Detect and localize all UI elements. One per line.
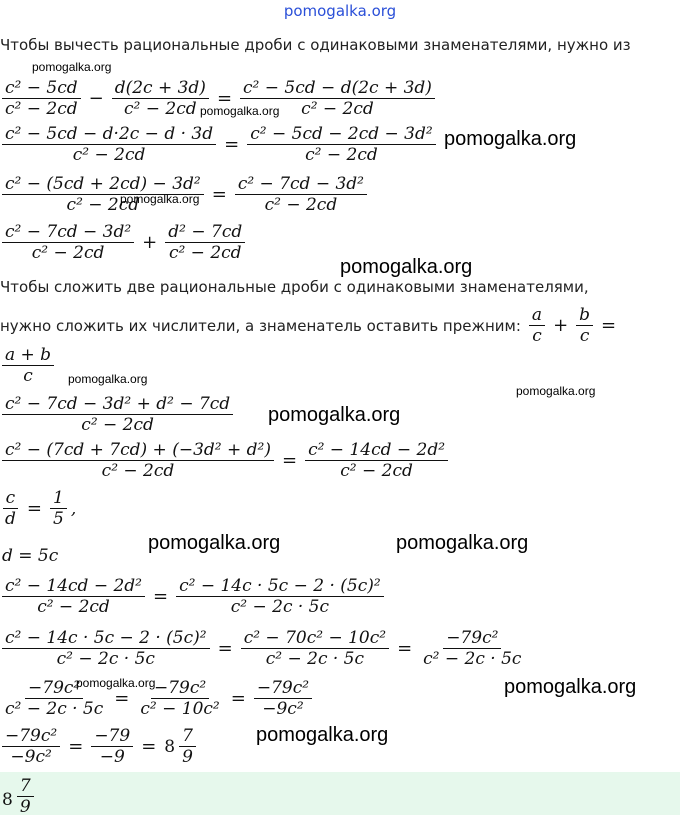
fraction xyxy=(2,628,210,669)
watermark-label: pomogalka.org xyxy=(32,60,112,74)
watermark-label: pomogalka.org xyxy=(444,128,577,150)
numerator: c² − (7cd + 7cd) + (−3d² + d²) xyxy=(2,440,274,461)
text-add-rule-1: Чтобы сложить две рациональные дроби с одинаковыми знаменателями, xyxy=(0,278,589,296)
fraction xyxy=(2,345,54,386)
equals-sign: = xyxy=(26,498,42,519)
answer-value xyxy=(0,776,36,815)
fraction xyxy=(2,124,216,165)
watermark-label: pomogalka.org xyxy=(76,676,156,690)
numerator: 7 xyxy=(179,726,196,747)
denominator: c² − 2cd xyxy=(305,145,378,165)
denominator: c² − 2c · 5c xyxy=(265,649,365,669)
numerator: −79c² xyxy=(2,726,60,747)
denominator: 9 xyxy=(19,797,31,817)
text-subtract-rule: Чтобы вычесть рациональные дроби с одинаковыми знаменателями, нужно из xyxy=(0,36,631,54)
denominator: c² − 2cd xyxy=(124,99,197,119)
equals-sign: = xyxy=(216,88,233,109)
denominator: c xyxy=(579,326,590,346)
equals-sign: = xyxy=(211,184,227,205)
equals-sign: = xyxy=(153,586,169,607)
numerator: c² − 5cd xyxy=(2,78,81,99)
numerator: d² − 7cd xyxy=(165,222,245,243)
equals-sign: = xyxy=(114,688,130,709)
plus-operator: + xyxy=(142,232,158,253)
fraction xyxy=(50,488,67,529)
text-add-rule-2: нужно сложить их числители, а знаменатель оставить прежним: xyxy=(0,316,521,335)
fraction xyxy=(529,305,545,346)
fraction xyxy=(305,440,448,481)
fraction xyxy=(176,576,384,617)
equation-line-5 xyxy=(0,394,235,435)
numerator: −79c² xyxy=(443,628,501,649)
fraction xyxy=(241,628,389,669)
numerator: c² − (5cd + 2cd) − 3d² xyxy=(2,174,204,195)
fraction xyxy=(2,488,19,529)
equals-sign: = xyxy=(281,450,298,471)
watermark-label: pomogalka.org xyxy=(516,384,596,398)
equation-line-7 xyxy=(0,488,78,529)
watermark-label: pomogalka.org xyxy=(120,192,200,206)
answer-block xyxy=(0,772,680,815)
numerator: c² − 5cd − 2cd − 3d² xyxy=(247,124,435,145)
fraction xyxy=(247,124,435,165)
numerator: c² − 5cd − d·2c − d · 3d xyxy=(2,124,216,145)
numerator: −79c² xyxy=(151,678,209,699)
denominator: c² − 2c · 5c xyxy=(230,597,330,617)
substitution: d = 5c xyxy=(2,546,59,566)
denominator: c² − 2cd xyxy=(72,145,146,165)
denominator: c² − 2cd xyxy=(81,415,154,435)
equals-sign: = xyxy=(230,688,246,709)
equals-sign: = xyxy=(217,638,233,659)
comma: , xyxy=(70,498,77,519)
numerator: b xyxy=(576,305,593,326)
equation-line-9 xyxy=(0,576,386,617)
denominator: c² − 2cd xyxy=(37,597,110,617)
equals-sign: = xyxy=(601,315,617,336)
denominator: c² − 2cd xyxy=(31,243,105,263)
denominator: −9c² xyxy=(262,699,304,719)
whole-part: 8 xyxy=(164,736,176,757)
watermark-label: pomogalka.org xyxy=(200,104,280,118)
rule-result-row xyxy=(0,345,56,386)
denominator: c² − 10c² xyxy=(140,699,220,719)
numerator: c² − 14c · 5c − 2 · (5c)² xyxy=(2,628,210,649)
fraction xyxy=(235,174,367,215)
numerator: c² − 7cd − 3d² + d² − 7cd xyxy=(2,394,233,415)
numerator: a xyxy=(529,305,545,326)
equals-sign: = xyxy=(68,736,84,757)
fraction xyxy=(254,678,312,719)
numerator: c² − 14cd − 2d² xyxy=(305,440,448,461)
fraction xyxy=(2,726,60,767)
equation-line-8 xyxy=(0,546,60,566)
answer-whole: 8 xyxy=(2,790,13,810)
denominator: c² − 2c · 5c xyxy=(423,649,522,669)
numerator: c xyxy=(3,488,19,509)
numerator: 1 xyxy=(50,488,67,509)
numerator: c² − 70c² − 10c² xyxy=(241,628,389,649)
numerator: −79 xyxy=(91,726,133,747)
denominator: c xyxy=(532,326,542,346)
numerator: c² − 14c · 5c − 2 · (5c)² xyxy=(176,576,384,597)
minus-operator: − xyxy=(88,88,104,109)
numerator: c² − 5cd − d(2c + 3d) xyxy=(240,78,435,99)
equation-line-11 xyxy=(0,678,314,719)
equals-sign: = xyxy=(397,638,413,659)
denominator: c² − 2cd xyxy=(101,461,175,481)
denominator: c² − 2cd xyxy=(168,243,242,263)
equation-line-4 xyxy=(0,222,247,263)
fraction xyxy=(91,726,133,767)
denominator: 9 xyxy=(182,747,193,767)
watermark-label: pomogalka.org xyxy=(268,404,401,426)
denominator: c² − 2cd xyxy=(340,461,413,481)
fraction xyxy=(2,440,274,481)
denominator: 5 xyxy=(52,509,64,529)
fraction xyxy=(2,576,145,617)
fraction xyxy=(2,394,233,435)
numerator: −79c² xyxy=(254,678,312,699)
equals-sign: = xyxy=(141,736,157,757)
watermark-label: pomogalka.org xyxy=(68,372,148,386)
equation-line-6 xyxy=(0,440,450,481)
plus-operator: + xyxy=(553,315,569,336)
equation-line-2 xyxy=(0,124,438,165)
numerator: c² − 7cd − 3d² xyxy=(235,174,367,195)
numerator: 7 xyxy=(17,776,34,797)
site-watermark-top[interactable]: pomogalka.org xyxy=(283,2,397,20)
rule-formula xyxy=(527,305,622,346)
numerator: c² − 14cd − 2d² xyxy=(2,576,145,597)
denominator: d xyxy=(5,509,16,529)
fraction xyxy=(2,78,81,119)
denominator: −9c² xyxy=(10,747,52,767)
denominator: c² − 2cd xyxy=(264,195,338,215)
equation-line-12 xyxy=(0,726,198,767)
numerator: d(2c + 3d) xyxy=(112,78,209,99)
watermark-label: pomogalka.org xyxy=(148,532,281,554)
watermark-label: pomogalka.org xyxy=(256,724,389,746)
fraction xyxy=(112,78,209,119)
watermark-label: pomogalka.org xyxy=(396,532,529,554)
equation-line-10 xyxy=(0,628,526,669)
text-add-rule-2-row xyxy=(0,305,622,346)
denominator: c xyxy=(23,366,33,386)
answer-fraction xyxy=(17,776,34,817)
denominator: c² − 2cd xyxy=(66,195,140,215)
fraction xyxy=(165,222,245,263)
numerator: a + b xyxy=(2,345,54,366)
denominator: c² − 2cd xyxy=(301,99,374,119)
fraction xyxy=(420,628,524,669)
numerator: −79c² xyxy=(25,678,83,699)
denominator: c² − 2cd xyxy=(5,99,78,119)
numerator: c² − 7cd − 3d² xyxy=(2,222,134,243)
denominator: c² − 2c · 5c xyxy=(56,649,155,669)
equals-sign: = xyxy=(224,134,240,155)
denominator: −9 xyxy=(99,747,125,767)
fraction xyxy=(179,726,196,767)
watermark-label: pomogalka.org xyxy=(504,676,637,698)
denominator: c² − 2c · 5c xyxy=(5,699,104,719)
fraction xyxy=(2,222,134,263)
fraction xyxy=(576,305,593,346)
watermark-label: pomogalka.org xyxy=(340,256,473,278)
